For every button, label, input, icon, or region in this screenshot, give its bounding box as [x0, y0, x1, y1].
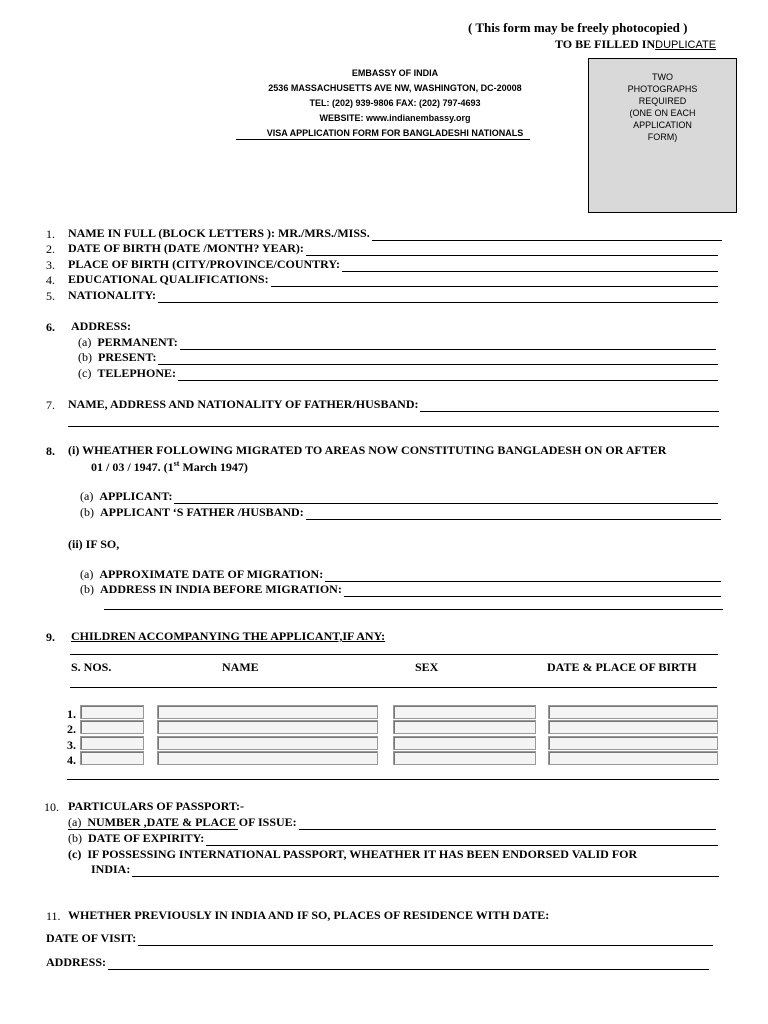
- father-migration-field[interactable]: [80, 505, 721, 520]
- child-dob-input[interactable]: [548, 705, 718, 719]
- telephone-field[interactable]: [78, 366, 718, 381]
- item-number: 4.: [46, 273, 55, 287]
- sub-label: (b): [80, 505, 94, 519]
- fill-instruction: [555, 37, 716, 52]
- child-sex-input[interactable]: [393, 751, 536, 765]
- item-number: 2.: [46, 242, 55, 256]
- photocopy-note: ( This form may be freely photocopied ): [468, 20, 688, 35]
- photo-text: REQUIRED: [638, 96, 687, 106]
- child-name-input[interactable]: [157, 705, 378, 719]
- child-name-input[interactable]: [157, 720, 378, 734]
- india-address-field[interactable]: [80, 582, 721, 597]
- item-number: 6.: [46, 320, 55, 334]
- strike-line: [68, 829, 238, 830]
- previous-visit-heading: WHETHER PREVIOUSLY IN INDIA AND IF SO, PLACES OF RESIDENCE WITH DATE:: [68, 908, 550, 922]
- nationality-field[interactable]: [68, 288, 718, 303]
- field-label: PERMANENT:: [97, 335, 178, 349]
- field-label: ADDRESS:: [46, 955, 107, 969]
- field-label: TELEPHONE:: [97, 366, 177, 380]
- duplicate-label: DUPLICATE: [655, 39, 717, 51]
- field-label: APPROXIMATE DATE OF MIGRATION:: [99, 567, 324, 581]
- sub-label: (b): [68, 831, 82, 845]
- passport-number-field[interactable]: [68, 815, 716, 830]
- row-number: 1.: [67, 707, 76, 721]
- item-number: 10.: [44, 800, 59, 814]
- photo-text: APPLICATION: [633, 120, 692, 130]
- child-dob-input[interactable]: [548, 751, 718, 765]
- migration-date-text: 01 / 03 / 1947. (1: [91, 460, 174, 474]
- title-underline: [236, 139, 530, 140]
- migration-date-text: March 1947): [179, 460, 248, 474]
- sub-label: (b): [80, 582, 94, 596]
- india-validity-field[interactable]: [91, 862, 719, 877]
- sub-label: (b): [78, 350, 92, 364]
- field-label: NAME IN FULL (BLOCK LETTERS ): MR./MRS./MISS.: [68, 226, 370, 240]
- photo-text: PHOTOGRAPHS: [627, 84, 698, 94]
- embassy-name: EMBASSY OF INDIA: [351, 68, 439, 78]
- migration-date-field[interactable]: [80, 567, 721, 582]
- child-name-input[interactable]: [157, 736, 378, 750]
- passport-expiry-field[interactable]: [68, 831, 718, 846]
- table-rule: [67, 779, 719, 780]
- child-sno-input[interactable]: [80, 720, 144, 734]
- embassy-address: 2536 MASSACHUSETTS AVE NW, WASHINGTON, DC-20008: [268, 83, 522, 93]
- sub-label: (c): [78, 366, 92, 380]
- field-label: IF POSSESSING INTERNATIONAL PASSPORT, WHEATHER IT HAS BEEN ENDORSED VALID FOR: [87, 847, 638, 861]
- place-of-birth-field[interactable]: [68, 257, 718, 272]
- col-dob: DATE & PLACE OF BIRTH: [547, 660, 697, 674]
- sub-label: (a): [80, 489, 94, 503]
- sub-label: (a): [78, 335, 92, 349]
- item-number: 1.: [46, 227, 55, 241]
- field-label: DATE OF BIRTH (DATE /MONTH? YEAR):: [68, 241, 304, 255]
- field-label: APPLICANT:: [99, 489, 173, 503]
- row-number: 4.: [67, 753, 76, 767]
- children-heading: CHILDREN ACCOMPANYING THE APPLICANT,IF ANY:: [71, 629, 386, 643]
- continuation-line[interactable]: [104, 609, 723, 610]
- field-label: NATIONALITY:: [68, 288, 157, 302]
- col-name: NAME: [222, 660, 259, 674]
- row-number: 2.: [67, 722, 76, 736]
- item-number: 5.: [46, 289, 55, 303]
- child-sex-input[interactable]: [393, 736, 536, 750]
- field-label: APPLICANT ‘S FATHER /HUSBAND:: [100, 505, 304, 519]
- item-number: 9.: [46, 630, 55, 644]
- permanent-address-field[interactable]: [78, 335, 716, 350]
- field-label: INDIA:: [91, 862, 131, 876]
- applicant-migration-field[interactable]: [80, 489, 718, 504]
- address-heading: ADDRESS:: [71, 319, 132, 333]
- item-number: 8.: [46, 444, 55, 458]
- date-of-visit-field[interactable]: [46, 931, 713, 946]
- field-label: ADDRESS IN INDIA BEFORE MIGRATION:: [100, 582, 342, 596]
- child-sno-input[interactable]: [80, 736, 144, 750]
- photograph-box: [588, 58, 737, 213]
- col-sno: S. NOS.: [71, 660, 112, 674]
- child-name-input[interactable]: [157, 751, 378, 765]
- col-sex: SEX: [415, 660, 439, 674]
- visit-address-field[interactable]: [46, 955, 709, 970]
- item-number: 3.: [46, 258, 55, 272]
- present-address-field[interactable]: [78, 350, 718, 365]
- item-number: 7.: [46, 398, 55, 412]
- photo-text: TWO: [652, 72, 673, 82]
- row-number: 3.: [67, 738, 76, 752]
- passport-heading: PARTICULARS OF PASSPORT:-: [68, 799, 245, 813]
- field-label: NAME, ADDRESS AND NATIONALITY OF FATHER/HUSBAND:: [68, 397, 419, 411]
- embassy-header: [230, 66, 560, 141]
- field-label: NUMBER ,DATE & PLACE OF ISSUE:: [87, 815, 297, 829]
- child-dob-input[interactable]: [548, 720, 718, 734]
- field-label: EDUCATIONAL QUALIFICATIONS:: [68, 272, 269, 286]
- embassy-website: WEBSITE: www.indianembassy.org: [319, 113, 471, 123]
- child-sex-input[interactable]: [393, 705, 536, 719]
- field-label: PRESENT:: [98, 350, 157, 364]
- form-title: VISA APPLICATION FORM FOR BANGLADESHI NATIONALS: [266, 128, 524, 138]
- father-husband-field[interactable]: [68, 397, 719, 412]
- dob-field[interactable]: [68, 241, 718, 256]
- child-dob-input[interactable]: [548, 736, 718, 750]
- photo-text: FORM): [647, 132, 678, 142]
- child-sno-input[interactable]: [80, 751, 144, 765]
- field-label: PLACE OF BIRTH (CITY/PROVINCE/COUNTRY:: [68, 257, 340, 271]
- field-label: DATE OF VISIT:: [46, 931, 137, 945]
- item-number: 11.: [46, 909, 61, 923]
- international-passport-question: [68, 847, 637, 862]
- table-rule: [70, 687, 717, 688]
- sub-label: (c): [68, 847, 82, 861]
- sub-label: (a): [68, 815, 82, 829]
- child-sex-input[interactable]: [393, 720, 536, 734]
- sub-label: (a): [80, 567, 94, 581]
- education-field[interactable]: [68, 272, 718, 287]
- photo-text: (ONE ON EACH: [629, 108, 696, 118]
- superscript: st: [173, 459, 180, 468]
- if-so-label: (ii) IF SO,: [68, 537, 120, 551]
- embassy-tel: TEL: (202) 939-9806 FAX: (202) 797-4693: [309, 98, 481, 108]
- fill-prefix: TO BE FILLED IN: [555, 37, 656, 51]
- migration-date: [91, 459, 248, 475]
- field-label: DATE OF EXPIRITY:: [88, 831, 205, 845]
- continuation-line[interactable]: [68, 426, 719, 427]
- name-field[interactable]: [68, 226, 722, 241]
- child-sno-input[interactable]: [80, 705, 144, 719]
- table-rule: [70, 654, 718, 655]
- migration-question: (i) WHEATHER FOLLOWING MIGRATED TO AREAS NOW CONSTITUTING BANGLADESH ON OR AFTER: [68, 443, 667, 457]
